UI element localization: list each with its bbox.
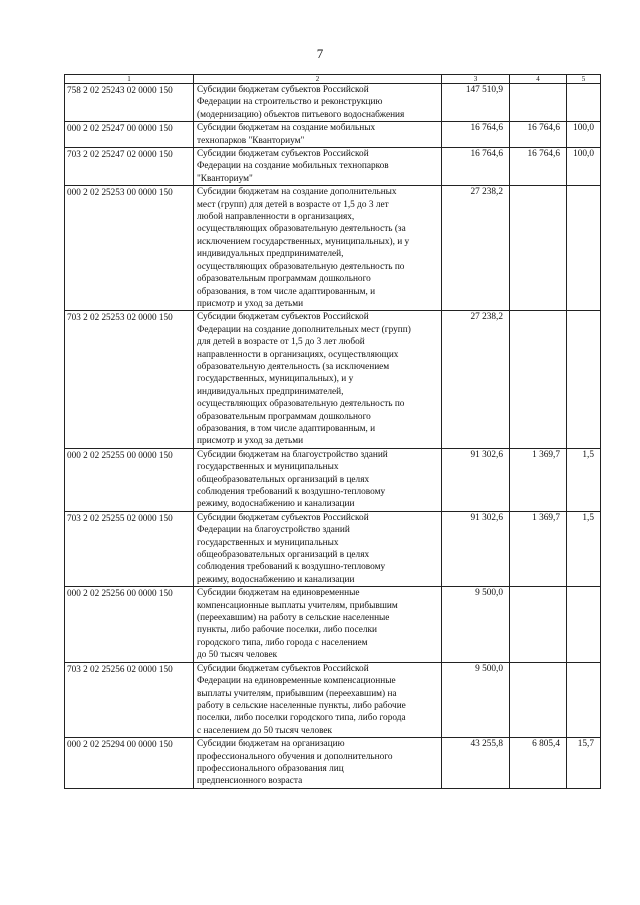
description-line: направленности в организациях, осуществляющих	[197, 349, 399, 360]
approved-amount: 9 500,0	[442, 587, 510, 662]
budget-code: 000 2 02 25253 00 0000 150	[65, 186, 194, 311]
column-header: 1	[65, 75, 194, 84]
description-line: профессионального обучения и дополнительного	[197, 751, 393, 762]
approved-amount: 9 500,0	[442, 662, 510, 737]
description-line: компенсационные выплаты учителям, прибывшим	[197, 600, 398, 611]
description-line: соблюдения требований к воздушно-тепловому	[197, 487, 386, 497]
budget-code: 758 2 02 25243 02 0000 150	[65, 84, 194, 122]
description-line: пункты, либо рабочие поселки, либо поселки	[197, 625, 377, 636]
table-row	[65, 738, 601, 789]
description-line: с населением до 50 тысяч человек	[197, 725, 333, 736]
description-line: соблюдения требований к воздушно-тепловому	[197, 562, 386, 573]
description-line: Федерации на создание мобильных технопарков	[197, 161, 389, 172]
description-line: Федерации на строительство и реконструкцию	[197, 97, 383, 108]
description	[194, 511, 442, 586]
description-line: Федерации на единовременные компенсационные	[197, 676, 396, 687]
description	[194, 122, 442, 148]
description-line: до 50 тысяч человек	[197, 650, 278, 661]
description-line: поселки, либо поселки городского типа, либо города	[197, 713, 406, 724]
description-line: "Кванториум"	[197, 173, 253, 184]
executed-amount: 1 369,7	[510, 511, 567, 586]
description-line: Субсидии бюджетам субъектов Российской	[197, 149, 369, 160]
budget-code: 000 2 02 25247 00 0000 150	[65, 122, 194, 148]
description-line: Субсидии бюджетам субъектов Российской	[197, 663, 369, 674]
description-line: образования, в том числе адаптированным, и	[197, 423, 376, 434]
execution-percent	[567, 662, 601, 737]
description-line: общеобразовательных организаций в целях	[197, 474, 370, 485]
budget-code: 000 2 02 25294 00 0000 150	[65, 738, 194, 789]
executed-amount	[510, 662, 567, 737]
description-line: Субсидии бюджетам на единовременные	[197, 588, 360, 599]
approved-amount: 27 238,2	[442, 186, 510, 311]
column-header: 5	[567, 75, 601, 84]
description-line: Субсидии бюджетам на создание мобильных	[197, 123, 376, 134]
description-line: осуществляющих образовательную деятельность по	[197, 261, 405, 272]
approved-amount: 16 764,6	[442, 122, 510, 148]
description-line: государственных и муниципальных	[197, 462, 339, 473]
execution-percent: 15,7	[567, 738, 601, 789]
approved-amount: 91 302,6	[442, 448, 510, 511]
description-line: государственных и муниципальных	[197, 537, 339, 548]
description-line: образования, в том числе адаптированным, и	[197, 286, 376, 297]
description-line: индивидуальных предпринимателей,	[197, 386, 344, 397]
description-line: профессионального образования лиц	[197, 763, 344, 774]
table-row	[65, 84, 601, 122]
description-line: общеобразовательных организаций в целях	[197, 550, 370, 561]
description-line: Субсидии бюджетам на создание дополнительных	[197, 187, 397, 198]
table-header-row	[65, 75, 601, 84]
description	[194, 84, 442, 122]
column-header: 4	[510, 75, 567, 84]
description-line: предпенсионного возраста	[197, 776, 303, 787]
executed-amount	[510, 84, 567, 122]
executed-amount	[510, 311, 567, 448]
budget-code: 000 2 02 25256 00 0000 150	[65, 587, 194, 662]
description	[194, 148, 442, 186]
description	[194, 186, 442, 311]
description-line: работу в сельские населенные пункты, либо рабочие	[197, 700, 406, 711]
description-line: присмотр и уход за детьми	[197, 298, 304, 309]
column-header: 3	[442, 75, 510, 84]
executed-amount: 16 764,6	[510, 148, 567, 186]
execution-percent: 100,0	[567, 122, 601, 148]
description-line: (переехавшим) на работу в сельские населенные	[197, 613, 390, 624]
description-line: режиму, водоснабжению и канализации	[197, 574, 355, 585]
description-line: технопарков "Кванториум"	[197, 135, 305, 146]
description-line: осуществляющих образовательную деятельность по	[197, 399, 405, 410]
description	[194, 738, 442, 789]
description-line: Федерации на благоустройство зданий	[197, 525, 350, 536]
budget-code: 703 2 02 25247 02 0000 150	[65, 148, 194, 186]
budget-code: 703 2 02 25255 02 0000 150	[65, 511, 194, 586]
description-line: Субсидии бюджетам субъектов Российской	[197, 312, 369, 323]
approved-amount: 27 238,2	[442, 311, 510, 448]
table-row	[65, 587, 601, 662]
approved-amount: 91 302,6	[442, 511, 510, 586]
description-line: Федерации на создание дополнительных мест (групп)	[197, 324, 411, 335]
execution-percent	[567, 587, 601, 662]
description-line: образовательным программам дошкольного	[197, 274, 371, 285]
description-line: осуществляющих образовательную деятельность (за	[197, 224, 406, 235]
description-line: мест (групп) для детей в возрасте от 1,5 до 3 лет	[197, 199, 389, 210]
budget-table	[64, 74, 601, 789]
executed-amount: 1 369,7	[510, 448, 567, 511]
table-row	[65, 122, 601, 148]
description-line: образовательную деятельность (за исключением	[197, 361, 390, 372]
execution-percent	[567, 84, 601, 122]
table-row	[65, 448, 601, 511]
description-line: режиму, водоснабжению и канализации	[197, 499, 355, 510]
table-row	[65, 311, 601, 448]
description-line: городского типа, либо города с населением	[197, 637, 368, 648]
executed-amount	[510, 587, 567, 662]
execution-percent: 1,5	[567, 448, 601, 511]
table-row	[65, 148, 601, 186]
description-line: исключением государственных, муниципальных), и у	[197, 236, 410, 247]
description-line: (модернизацию) объектов питьевого водоснабжения	[197, 109, 405, 120]
description-line: любой направленности в организациях,	[197, 212, 355, 223]
page-number: 7	[316, 46, 324, 61]
description-line: присмотр и уход за детьми	[197, 436, 304, 447]
executed-amount: 6 805,4	[510, 738, 567, 789]
description-line: индивидуальных предпринимателей,	[197, 249, 344, 260]
table-row	[65, 511, 601, 586]
execution-percent	[567, 311, 601, 448]
description-line: выплаты учителям, прибывшим (переехавшим) на	[197, 688, 397, 699]
description-line: образовательным программам дошкольного	[197, 411, 371, 422]
description-line: для детей в возрасте от 1,5 до 3 лет любой	[197, 337, 365, 348]
description	[194, 587, 442, 662]
executed-amount: 16 764,6	[510, 122, 567, 148]
description-line: Субсидии бюджетам на организацию	[197, 739, 345, 750]
description-line: Субсидии бюджетам субъектов Российской	[197, 512, 369, 523]
table-row	[65, 186, 601, 311]
description-line: Субсидии бюджетам на благоустройство зданий	[197, 449, 388, 460]
description	[194, 311, 442, 448]
description-line: Субсидии бюджетам субъектов Российской	[197, 85, 369, 95]
budget-code: 703 2 02 25256 02 0000 150	[65, 662, 194, 737]
execution-percent: 1,5	[567, 511, 601, 586]
description	[194, 662, 442, 737]
executed-amount	[510, 186, 567, 311]
description	[194, 448, 442, 511]
column-header: 2	[194, 75, 442, 84]
description-line: государственных, муниципальных), и у	[197, 374, 354, 385]
approved-amount: 16 764,6	[442, 148, 510, 186]
budget-code: 703 2 02 25253 02 0000 150	[65, 311, 194, 448]
approved-amount: 147 510,9	[442, 84, 510, 122]
approved-amount: 43 255,8	[442, 738, 510, 789]
execution-percent: 100,0	[567, 148, 601, 186]
execution-percent	[567, 186, 601, 311]
budget-code: 000 2 02 25255 00 0000 150	[65, 448, 194, 511]
table-row	[65, 662, 601, 737]
